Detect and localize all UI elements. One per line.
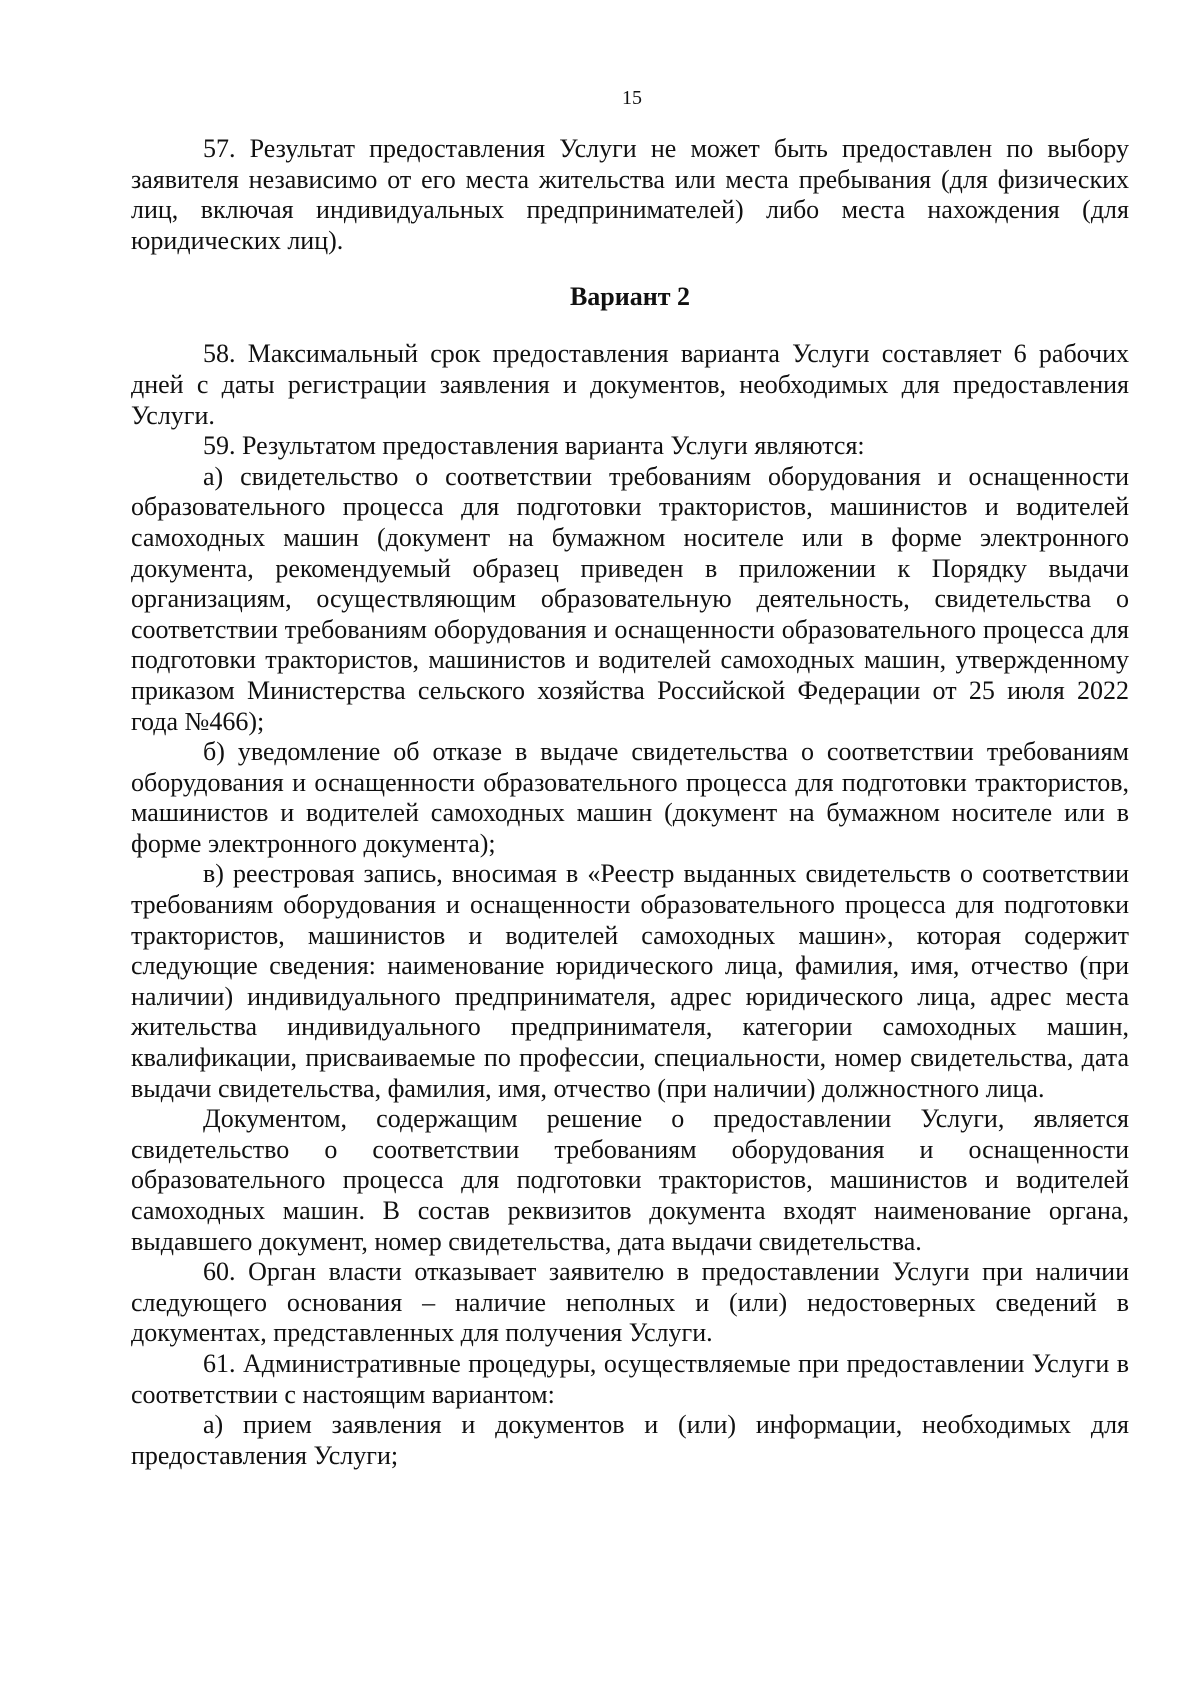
paragraph-57: 57. Результат предоставления Услуги не может быть предоставлен по выбору заявителя независимо от его места жительства или места пребывания (для физических лиц, включая индивидуальных предпринимателей) либо места нахождения (для юридических лиц). xyxy=(131,134,1129,255)
paragraph-60: 60. Орган власти отказывает заявителю в предоставлении Услуги при наличии следующего основания – наличие неполных и (или) недостоверных сведений в документах, представленных для получения Услуги. xyxy=(131,1257,1129,1348)
paragraph-61: 61. Административные процедуры, осуществляемые при предоставлении Услуги в соответствии с настоящим вариантом: xyxy=(131,1348,1129,1409)
paragraph-58: 58. Максимальный срок предоставления варианта Услуги составляет 6 рабочих дней с даты регистрации заявления и документов, необходимых для предоставления Услуги. xyxy=(131,339,1129,430)
paragraph-59-b: б) уведомление об отказе в выдаче свидетельства о соответствии требованиям оборудования и оснащенности образовательного процесса для подготовки трактористов, машинистов и водителей самоходных машин (документ на бумажном носителе или в форме электронного документа); xyxy=(131,737,1129,858)
section-heading: Вариант 2 xyxy=(569,282,691,312)
paragraph-59: 59. Результатом предоставления варианта Услуги являются: xyxy=(203,431,865,461)
paragraph-59-a: а) свидетельство о соответствии требованиям оборудования и оснащенности образовательного процесса для подготовки трактористов, машинистов и водителей самоходных машин (документ на бумажном носителе или в форме электронного документа, рекомендуемый образец приведен в приложении к Порядку выдачи организациям, осуществляющим образовательную деятельность, свидетельства о соответствии требованиям оборудования и оснащенности образовательного процесса для подготовки трактористов, машинистов и водителей самоходных машин, утвержденному приказом Министерства сельского хозяйства Российской Федерации от 25 июля 2022 года №466); xyxy=(131,461,1129,736)
paragraph-61-a: а) прием заявления и документов и (или) информации, необходимых для предоставления Услуги; xyxy=(131,1410,1129,1470)
paragraph-decision-document: Документом, содержащим решение о предоставлении Услуги, является свидетельство о соответствии требованиям оборудования и оснащенности образовательного процесса для подготовки трактористов, машинистов и водителей самоходных машин. В состав реквизитов документа входят наименование органа, выдавшего документ, номер свидетельства, дата выдачи свидетельства. xyxy=(131,1104,1129,1256)
paragraph-59-v: в) реестровая запись, вносимая в «Реестр выданных свидетельств о соответствии требованиям оборудования и оснащенности образовательного процесса для подготовки трактористов, машинистов и водителей самоходных машин», которая содержит следующие сведения: наименование юридического лица, фамилия, имя, отчество (при наличии) индивидуального предпринимателя, адрес юридического лица, адрес места жительства индивидуального предпринимателя, категории самоходных машин, квалификации, присваиваемые по профессии, специальности, номер свидетельства, дата выдачи свидетельства, фамилия, имя, отчество (при наличии) должностного лица. xyxy=(131,859,1129,1103)
document-body xyxy=(131,134,1129,1471)
page-number: 15 xyxy=(622,87,642,109)
